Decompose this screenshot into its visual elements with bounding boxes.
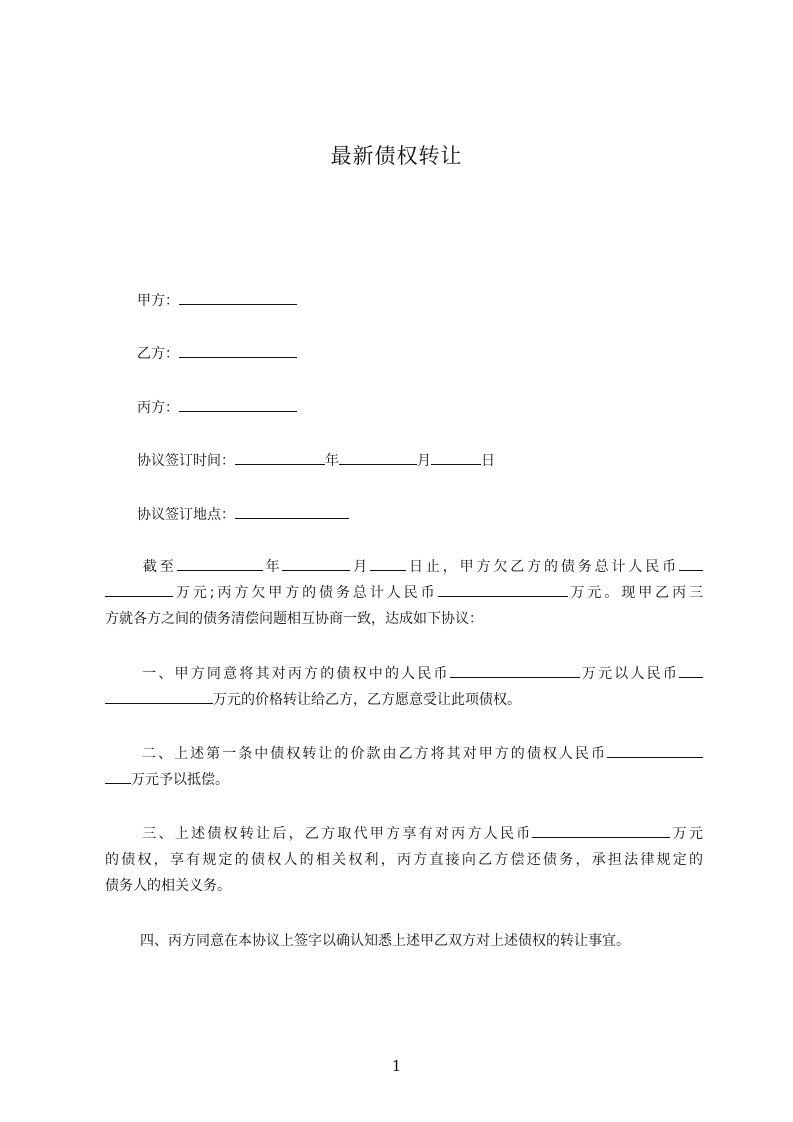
- party-b-blank[interactable]: [179, 343, 297, 358]
- month-label: 月: [417, 453, 431, 469]
- intro-year-blank[interactable]: [177, 556, 263, 571]
- clause-3-text-3: 债务人的相关义务。: [105, 878, 231, 894]
- intro-month-blank[interactable]: [282, 556, 350, 571]
- clause-2: [105, 741, 703, 793]
- sign-day-blank[interactable]: [431, 450, 481, 465]
- intro-prefix: 截至: [140, 559, 177, 575]
- party-a-field: [137, 290, 297, 312]
- intro-text-1: 日止，甲方欠乙方的债务总计人民币: [406, 559, 679, 575]
- clause-1-price-blank-a[interactable]: [679, 663, 703, 678]
- intro-month-label: 月: [350, 559, 371, 575]
- sign-place-blank[interactable]: [235, 504, 349, 519]
- clause-3-line-3: [105, 873, 703, 899]
- clause-3-amount-blank[interactable]: [532, 823, 670, 838]
- party-c-field: [137, 397, 297, 419]
- clause-1-text-1b: 万元以人民币: [579, 666, 679, 682]
- intro-text-3: 方就各方之间的债务清偿问题相互协商一致，达成如下协议：: [105, 611, 483, 627]
- clause-3-text-1b: 万元: [670, 826, 703, 842]
- sign-time-field: [137, 450, 495, 472]
- intro-amount1-blank-a[interactable]: [679, 556, 703, 571]
- party-c-label: 丙方：: [137, 400, 179, 416]
- clause-2-line-2: [105, 767, 703, 793]
- clause-2-line-1: [105, 741, 703, 767]
- document-title: 最新债权转让: [330, 144, 463, 168]
- party-a-blank[interactable]: [179, 290, 297, 305]
- sign-place-label: 协议签订地点：: [137, 507, 235, 523]
- sign-month-blank[interactable]: [339, 450, 417, 465]
- intro-year-label: 年: [262, 559, 283, 575]
- clause-1-text-2: 万元的价格转让给乙方，乙方愿意受让此项债权。: [213, 692, 521, 708]
- sign-time-label: 协议签订时间：: [137, 453, 235, 469]
- clause-2-text-2: 万元予以抵偿。: [131, 772, 229, 788]
- day-label: 日: [481, 453, 495, 469]
- clause-2-text-1: 二、上述第一条中债权转让的价款由乙方将其对甲方的债权人民币: [140, 746, 607, 762]
- clause-1-text-1a: 一、甲方同意将其对丙方的债权中的人民币: [140, 666, 450, 682]
- intro-text-2b: 万元。现甲乙丙三: [567, 585, 703, 601]
- party-c-blank[interactable]: [179, 397, 297, 412]
- intro-text-2a: 万元;丙方欠甲方的债务总计人民币: [173, 585, 438, 601]
- sign-year-blank[interactable]: [235, 450, 325, 465]
- clause-4-text-1: 四、丙方同意在本协议上签字以确认知悉上述甲乙双方对上述债权的转让事宜。: [140, 933, 630, 949]
- year-label: 年: [325, 453, 339, 469]
- intro-line-2: [105, 580, 703, 606]
- party-b-field: [137, 343, 297, 365]
- sign-place-field: [137, 504, 349, 526]
- clause-1-line-2: [105, 687, 703, 713]
- clause-1-price-blank-b[interactable]: [105, 689, 213, 704]
- clause-3-text-1a: 三、上述债权转让后，乙方取代甲方享有对丙方人民币: [140, 826, 533, 842]
- clause-3-line-2: [105, 847, 703, 873]
- intro-day-blank[interactable]: [370, 556, 406, 571]
- intro-amount2-blank[interactable]: [438, 582, 568, 597]
- clause-3-text-2: 的债权，享有规定的债权人的相关权利，丙方直接向乙方偿还债务，承担法律规定的: [105, 852, 703, 868]
- clause-3-line-1: [105, 821, 703, 847]
- clause-3: [105, 821, 703, 899]
- clause-4-line-1: [105, 928, 703, 954]
- clause-1: [105, 661, 703, 713]
- intro-line-3: [105, 606, 703, 632]
- clause-1-amount-blank[interactable]: [450, 663, 580, 678]
- clause-1-line-1: [105, 661, 703, 687]
- clause-4: [105, 928, 703, 954]
- intro-amount1-blank-b[interactable]: [105, 582, 173, 597]
- clause-2-amount-blank-a[interactable]: [607, 743, 703, 758]
- intro-line-1: [105, 554, 703, 580]
- page-number: 1: [391, 1057, 402, 1075]
- intro-paragraph: [105, 554, 703, 632]
- clause-2-amount-blank-b[interactable]: [105, 769, 131, 784]
- party-b-label: 乙方：: [137, 346, 179, 362]
- party-a-label: 甲方：: [137, 293, 179, 309]
